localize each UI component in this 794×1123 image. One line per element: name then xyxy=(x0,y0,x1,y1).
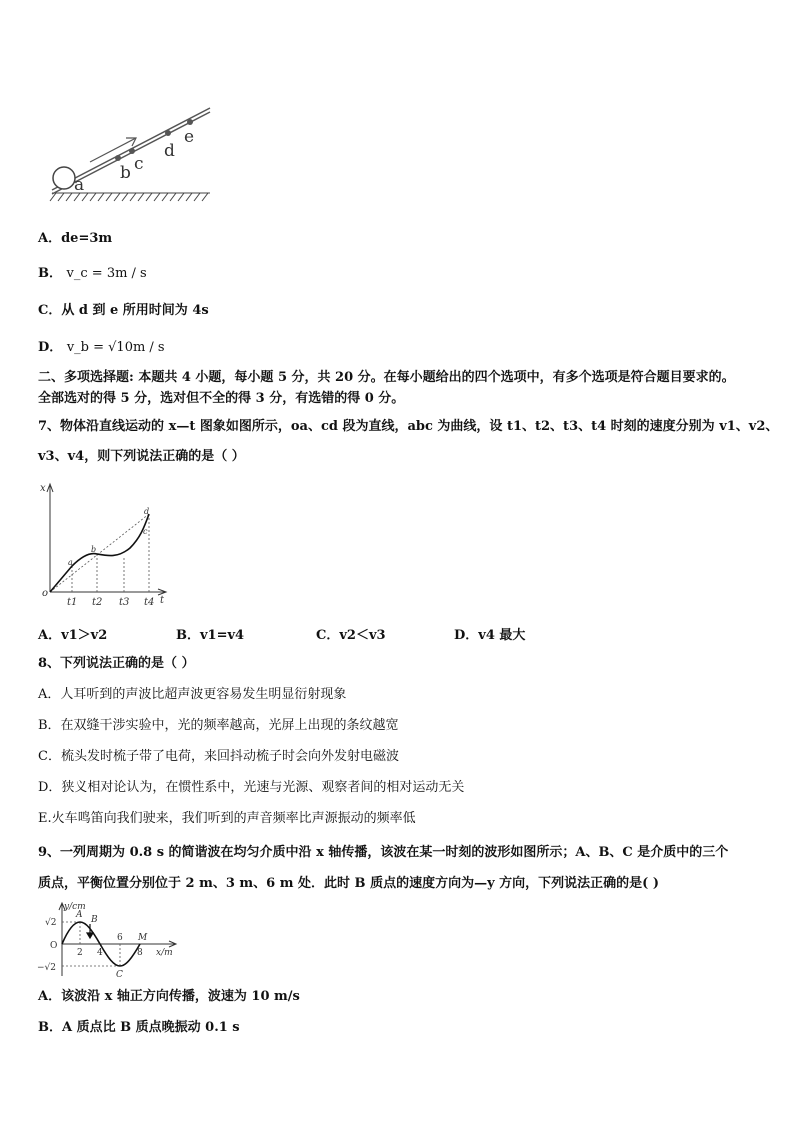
q9-y-unit: y/cm xyxy=(64,902,86,912)
q9-option-b: B．A 质点比 B 质点晚振动 0.1 s xyxy=(38,1020,240,1035)
point-e-dot xyxy=(187,119,193,125)
label-d: d xyxy=(164,141,175,161)
section2-line2: 全部选对的得 5 分，选对但不全的得 3 分，有选错的得 0 分。 xyxy=(38,391,405,406)
q9-point-a: A xyxy=(76,910,83,920)
q8-option-d: D．狭义相对论认为，在惯性系中，光速与光源、观察者间的相对运动无关 xyxy=(38,780,465,795)
q8-option-b: B．在双缝干涉实验中，光的频率越高，光屏上出现的条纹越宽 xyxy=(38,718,399,733)
q6-option-c: C．从 d 到 e 所用时间为 4s xyxy=(38,303,209,318)
q7-xt-graph xyxy=(36,478,176,608)
point-b-dot xyxy=(115,155,121,161)
q7-origin-label: o xyxy=(42,588,49,599)
label-a: a xyxy=(74,175,85,195)
q7-option-d: D．v4 最大 xyxy=(454,628,526,643)
q7-option-a: A．v1＞v2 xyxy=(38,628,108,643)
q7-option-b: B．v1=v4 xyxy=(176,628,245,643)
label-b: b xyxy=(120,163,131,183)
q9-x-tick-2: 2 xyxy=(77,948,83,958)
q6-option-a: A．de=3m xyxy=(38,231,113,246)
q9-x-tick-4: 4 xyxy=(97,948,103,958)
q7-tick-t1: t1 xyxy=(67,597,78,608)
q9-option-a: A．该波沿 x 轴正方向传播，波速为 10 m/s xyxy=(38,989,300,1004)
q8-option-c: C．梳头发时梳子带了电荷，来回抖动梳子时会向外发射电磁波 xyxy=(38,749,399,764)
q8-option-e: E.火车鸣笛向我们驶来，我们听到的声音频率比声源振动的频率低 xyxy=(38,811,416,826)
q9-x-unit: x/m xyxy=(156,948,173,958)
q9-point-m: M xyxy=(138,933,148,943)
q7-stem-line1: 7、物体沿直线运动的 x—t 图象如图所示，oa、cd 段为直线，abc 为曲线，设 t1、t2、t3、t4 时刻的速度分别为 v1、v2、 xyxy=(38,419,779,434)
label-e: e xyxy=(184,127,195,147)
incline-figure xyxy=(50,108,210,208)
q7-tick-t2: t2 xyxy=(92,597,103,608)
section2-line1: 二、多项选择题: 本题共 4 小题，每小题 5 分，共 20 分。在每小题给出的四个选项中，有多个选项是符合题目要求的。 xyxy=(38,370,735,385)
q8-stem: 8、下列说法正确的是（ ） xyxy=(38,656,195,671)
q9-y-tick-neg: −√2 xyxy=(37,963,57,973)
q7-tick-t3: t3 xyxy=(119,597,130,608)
point-d-dot xyxy=(165,130,171,136)
q7-stem-line2: v3、v4，则下列说法正确的是（ ） xyxy=(38,449,245,464)
q7-point-d: d xyxy=(144,507,150,516)
label-c: c xyxy=(134,154,144,174)
q7-x-axis-label: t xyxy=(160,595,165,606)
q7-option-c: C．v2＜v3 xyxy=(316,628,386,643)
q6-option-d: D． v_b = √10m / s xyxy=(38,340,165,355)
q9-stem-line1: 9、一列周期为 0.8 s 的简谐波在均匀介质中沿 x 轴传播，该波在某一时刻的波形如图所示；A、B、C 是介质中的三个 xyxy=(38,845,729,860)
q8-option-a: A．人耳听到的声波比超声波更容易发生明显衍射现象 xyxy=(38,687,347,702)
q9-y-tick-pos: √2 xyxy=(45,918,57,928)
q6-option-b: B． v_c = 3m / s xyxy=(38,266,147,281)
q7-xt-curve xyxy=(50,514,149,592)
q9-point-b: B xyxy=(91,915,98,925)
q6-option-d-math: v_b = √10m / s xyxy=(66,340,165,355)
q6-option-b-math: v_c = 3m / s xyxy=(66,266,147,281)
q9-wave-graph xyxy=(36,900,196,982)
q9-x-tick-8: 8 xyxy=(137,948,143,958)
q7-y-axis-label: x xyxy=(40,483,46,494)
q9-x-tick-6: 6 xyxy=(117,933,123,943)
q9-origin-label: O xyxy=(50,941,58,951)
q7-point-b: b xyxy=(91,545,97,554)
q7-point-a: a xyxy=(68,558,73,567)
q7-tick-t4: t4 xyxy=(144,597,155,608)
ball xyxy=(53,167,75,189)
q9-point-c: C xyxy=(116,970,123,980)
q7-point-c: c xyxy=(143,527,148,536)
q9-stem-line2: 质点，平衡位置分别位于 2 m、3 m、6 m 处．此时 B 质点的速度方向为—y 方向，下列说法正确的是( ) xyxy=(38,876,659,891)
